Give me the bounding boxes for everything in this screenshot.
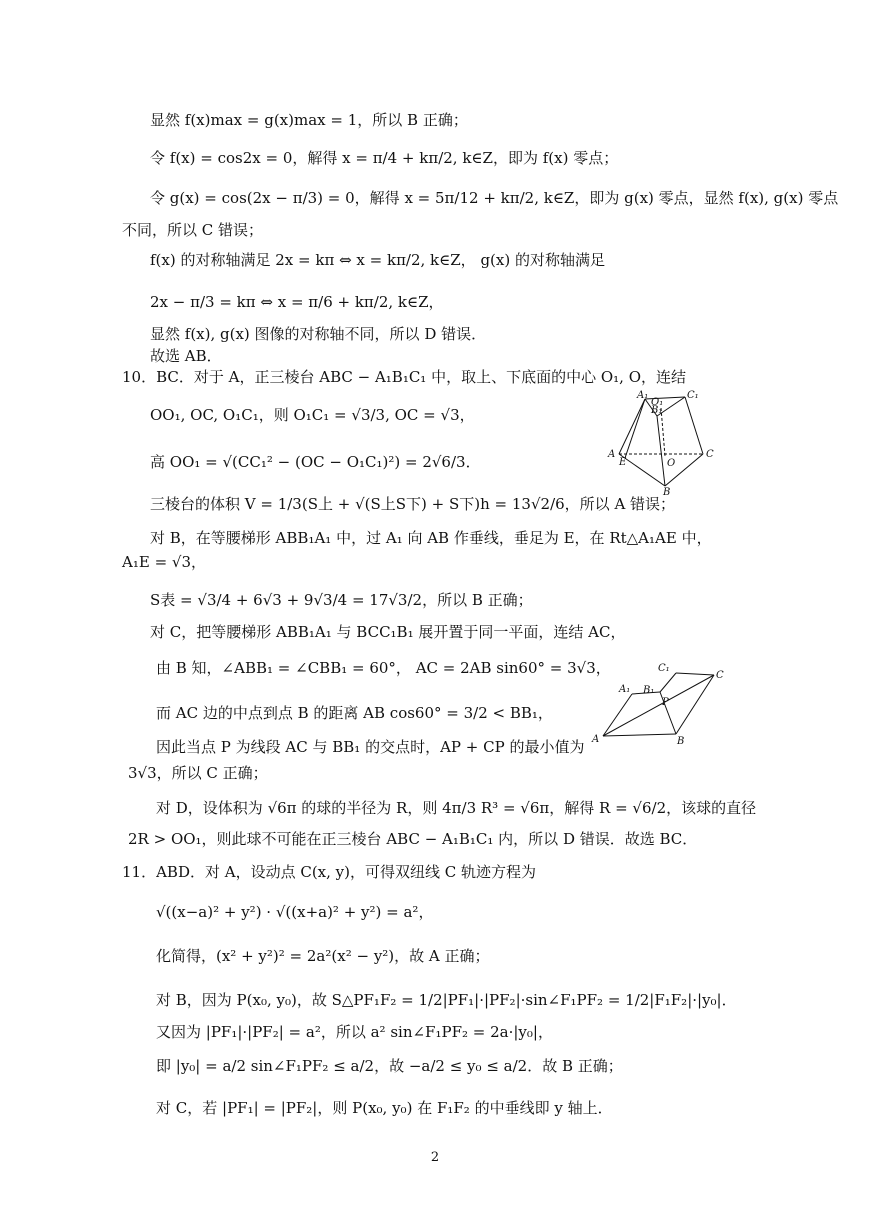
text-line: 显然 f(x), g(x) 图像的对称轴不同，所以 D 错误． (150, 325, 487, 343)
figure1-label: E (619, 457, 627, 468)
text-line: 10．BC．对于 A，正三棱台 ABC − A₁B₁C₁ 中，取上、下底面的中心 O₁, O，连结 (122, 368, 687, 386)
text-line: 对 B，在等腰梯形 ABB₁A₁ 中，过 A₁ 向 AB 作垂线，垂足为 E，在 Rt△A₁AE 中， (150, 529, 712, 547)
figure2-label: P (662, 697, 669, 708)
figure1-label: O₁ (651, 397, 664, 408)
figure1-label: B₁ (651, 405, 663, 416)
figure2-label: C (716, 670, 724, 681)
text-line: A₁E = √3， (122, 553, 207, 571)
text-line: 显然 f(x)max = g(x)max = 1，所以 B 正确； (150, 111, 468, 129)
figure1-label: C (706, 449, 714, 460)
unfolded-trapezoid-figure (588, 660, 728, 748)
text-line: OO₁, OC, O₁C₁，则 O₁C₁ = √3/3, OC = √3， (150, 406, 475, 424)
text-line: S表 = √3/4 + 6√3 + 9√3/4 = 17√3/2，所以 B 正确； (150, 591, 533, 609)
text-line: 2x − π/3 = kπ ⇔ x = π/6 + kπ/2, k∈Z， (150, 293, 444, 311)
text-line: 即 |y₀| = a/2 sin∠F₁PF₂ ≤ a/2，故 −a/2 ≤ y₀ ≤ a/2．故 B 正确； (156, 1057, 623, 1075)
figure1-label: A₁ (637, 390, 649, 401)
text-line: 11．ABD．对 A，设动点 C(x, y)，可得双纽线 C 轨迹方程为 (122, 863, 537, 881)
text-line: √((x−a)² + y²) · √((x+a)² + y²) = a²， (156, 903, 434, 921)
figure1-label: B (663, 487, 671, 496)
text-line: 又因为 |PF₁|·|PF₂| = a²，所以 a² sin∠F₁PF₂ = 2a·|y₀|， (156, 1023, 553, 1041)
text-line: 令 f(x) = cos2x = 0，解得 x = π/4 + kπ/2, k∈Z，即为 f(x) 零点； (150, 149, 619, 167)
text-line: 令 g(x) = cos(2x − π/3) = 0，解得 x = 5π/12 + kπ/2, k∈Z，即为 g(x) 零点，显然 f(x), g(x) 零点 (150, 189, 839, 207)
text-line: 2R > OO₁，则此球不可能在正三棱台 ABC − A₁B₁C₁ 内，所以 D 错误．故选 BC． (128, 830, 698, 848)
text-line: 而 AC 边的中点到点 B 的距离 AB cos60° = 3/2 < BB₁， (156, 704, 553, 722)
figure2-label: A₁ (619, 684, 631, 695)
figure2-label: C₁ (658, 663, 670, 674)
text-line: 不同，所以 C 错误； (122, 221, 264, 239)
page-number: 2 (430, 1150, 440, 1165)
text-line: 三棱台的体积 V = 1/3(S上 + √(S上S下) + S下)h = 13√2/6，所以 A 错误； (150, 495, 676, 513)
figure2-label: A (592, 734, 600, 745)
figure1-label: A (608, 449, 616, 460)
figure1-label: C₁ (687, 390, 699, 401)
figure1-label: O (667, 458, 676, 469)
frustum-figure (605, 388, 730, 496)
text-line: 对 D，设体积为 √6π 的球的半径为 R，则 4π/3 R³ = √6π，解得 R = √6/2，该球的直径 (156, 799, 757, 817)
figure2-label: B (677, 736, 685, 747)
text-line: 对 B，因为 P(x₀, y₀)，故 S△PF₁F₂ = 1/2|PF₁|·|PF₂|·sin∠F₁PF₂ = 1/2|F₁F₂|·|y₀|． (156, 991, 737, 1009)
text-line: 由 B 知，∠ABB₁ = ∠CBB₁ = 60°， AC = 2AB sin60° = 3√3， (156, 659, 611, 677)
text-line: 因此当点 P 为线段 AC 与 BB₁ 的交点时，AP + CP 的最小值为 (156, 738, 585, 756)
text-line: 3√3，所以 C 正确； (128, 764, 268, 782)
text-line: 故选 AB． (150, 347, 222, 365)
figure2-label: B₁ (643, 685, 655, 696)
text-line: 化简得，(x² + y²)² = 2a²(x² − y²)，故 A 正确； (156, 947, 490, 965)
text-line: f(x) 的对称轴满足 2x = kπ ⇔ x = kπ/2, k∈Z， g(x) 的对称轴满足 (150, 251, 605, 269)
text-line: 高 OO₁ = √(CC₁² − (OC − O₁C₁)²) = 2√6/3． (150, 453, 481, 471)
text-line: 对 C，若 |PF₁| = |PF₂|，则 P(x₀, y₀) 在 F₁F₂ 的中垂线即 y 轴上． (156, 1099, 613, 1117)
text-line: 对 C，把等腰梯形 ABB₁A₁ 与 BCC₁B₁ 展开置于同一平面，连结 AC， (150, 623, 626, 641)
